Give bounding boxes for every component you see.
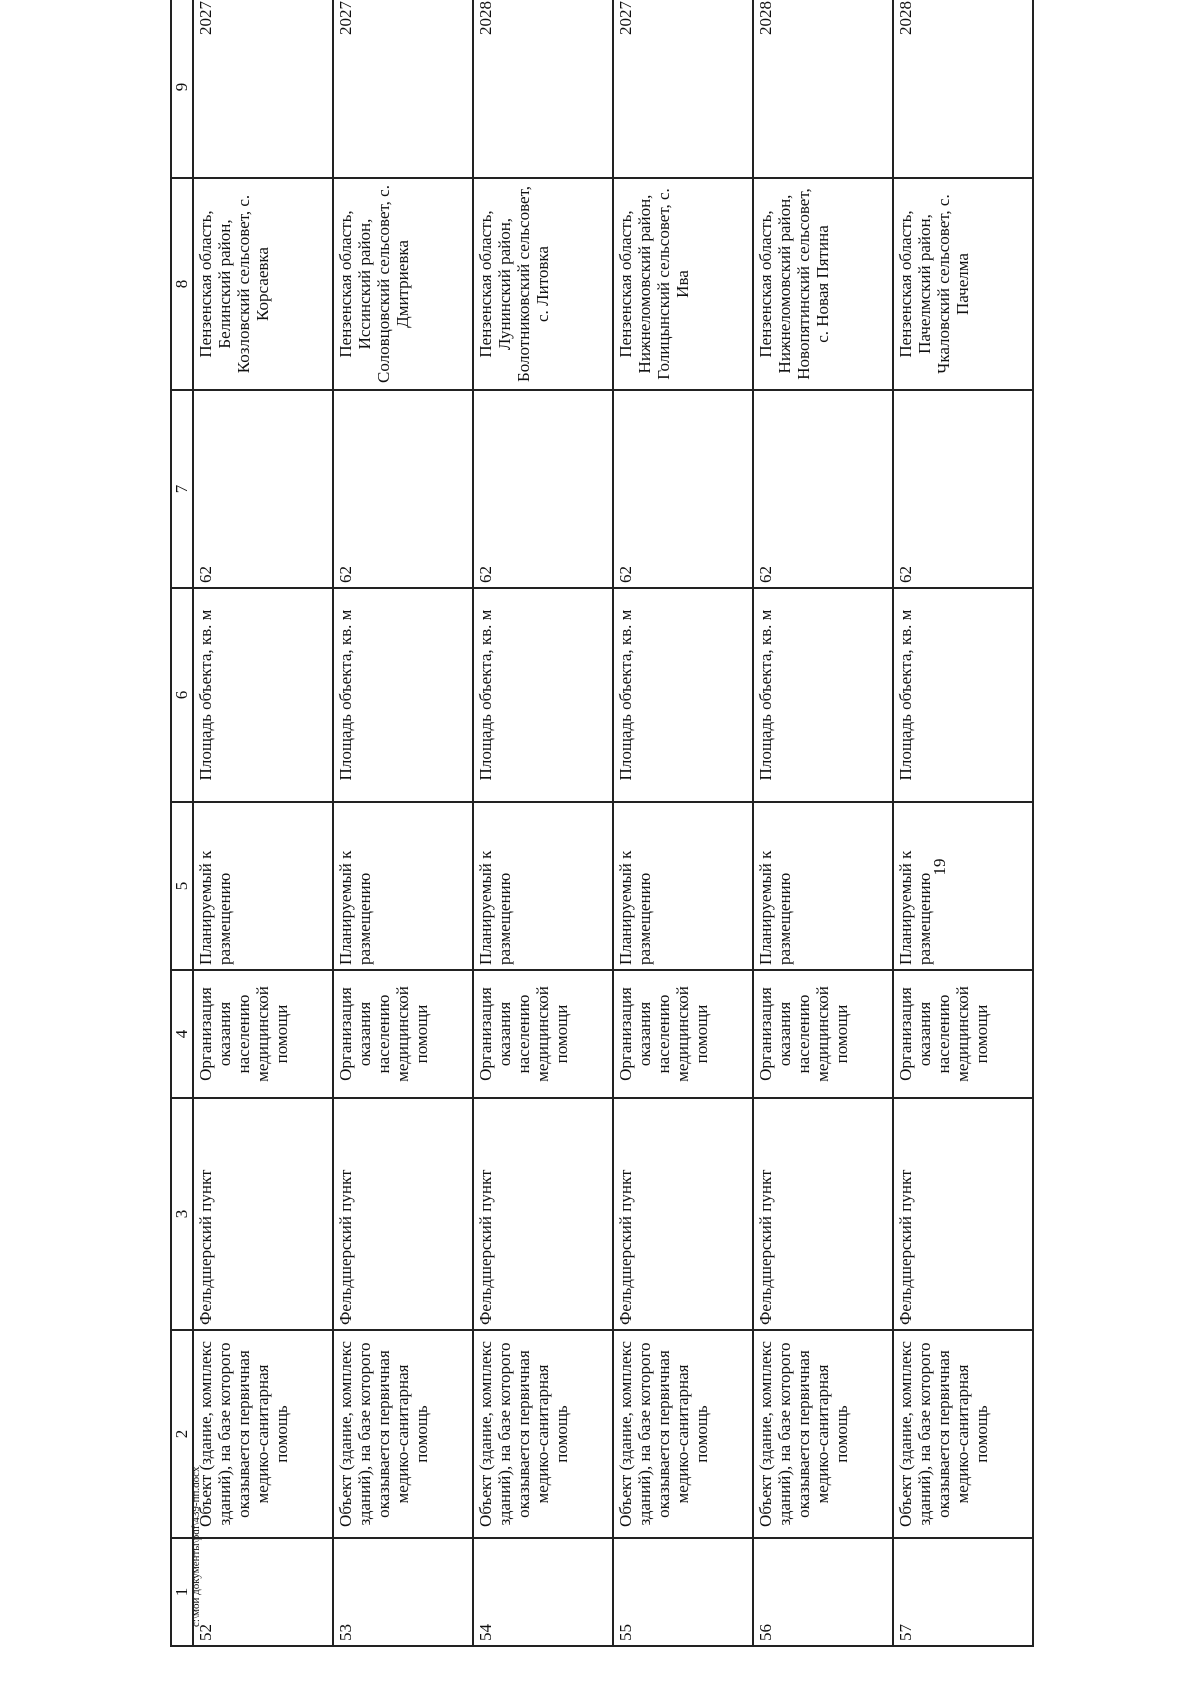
column-number: 8: [171, 178, 193, 390]
characteristic-cell: Площадь объекта, кв. м: [893, 588, 1033, 802]
column-number: 5: [171, 802, 193, 970]
purpose-cell: Организация оказания населению медицинской помощи: [753, 970, 893, 1098]
object-type-cell: Объект (здание, комплекс зданий), на базе которого оказывается первичная медико-санитарная помощь: [753, 1330, 893, 1538]
value-cell: 62: [613, 390, 753, 588]
column-number: 2: [171, 1330, 193, 1538]
object-name-cell: Фельдшерский пункт: [613, 1098, 753, 1330]
value-cell: 62: [333, 390, 473, 588]
object-name-cell: Фельдшерский пункт: [893, 1098, 1033, 1330]
status-cell: Планируемый к размещению: [613, 802, 753, 970]
footer-file-path: c:\мои документы\pdf\439-пп.docx: [190, 1466, 202, 1627]
rotated-landscape-content: [170, 1, 1030, 1692]
page-number: 19: [930, 858, 949, 876]
location-cell: Пензенская область, Нижнеломовский район, Новопятинский сельсовет, с. Новая Пятина: [753, 178, 893, 390]
location-cell: Пензенская область, Белинский район, Козловский сельсовет, с. Корсаевка: [193, 178, 333, 390]
value-cell: 62: [893, 390, 1033, 588]
status-cell: Планируемый к размещению: [753, 802, 893, 970]
object-type-cell: Объект (здание, комплекс зданий), на базе которого оказывается первичная медико-санитарная помощь: [333, 1330, 473, 1538]
year-cell: 2028: [893, 0, 1033, 178]
table-row: [893, 0, 1033, 1646]
value-cell: 62: [753, 390, 893, 588]
location-cell: Пензенская область, Пачелмский район, Чкаловский сельсовет, с. Пачелма: [893, 178, 1033, 390]
characteristic-cell: Площадь объекта, кв. м: [473, 588, 613, 802]
purpose-cell: Организация оказания населению медицинской помощи: [473, 970, 613, 1098]
year-cell: 2027: [193, 0, 333, 178]
purpose-cell: Организация оказания населению медицинской помощи: [333, 970, 473, 1098]
column-number: 1: [171, 1538, 193, 1646]
object-name-cell: Фельдшерский пункт: [193, 1098, 333, 1330]
object-type-cell: Объект (здание, комплекс зданий), на базе которого оказывается первичная медико-санитарная помощь: [613, 1330, 753, 1538]
year-cell: 2027: [333, 0, 473, 178]
status-cell: Планируемый к размещению: [193, 802, 333, 970]
purpose-cell: Организация оказания населению медицинской помощи: [893, 970, 1033, 1098]
column-number: 4: [171, 970, 193, 1098]
table-row: [613, 0, 753, 1646]
column-number: 3: [171, 1098, 193, 1330]
location-cell: Пензенская область, Лунинский район, Болотниковский сельсовет, с. Литовка: [473, 178, 613, 390]
row-number: 55: [613, 1538, 753, 1646]
value-cell: 62: [193, 390, 333, 588]
location-cell: Пензенская область, Иссинский район, Соловцовский сельсовет, с. Дмитриевка: [333, 178, 473, 390]
characteristic-cell: Площадь объекта, кв. м: [753, 588, 893, 802]
table-row: [473, 0, 613, 1646]
row-number: 53: [333, 1538, 473, 1646]
object-name-cell: Фельдшерский пункт: [333, 1098, 473, 1330]
table-row: [193, 0, 333, 1646]
object-name-cell: Фельдшерский пункт: [473, 1098, 613, 1330]
year-cell: 2027: [613, 0, 753, 178]
column-number: 6: [171, 588, 193, 802]
year-cell: 2028: [753, 0, 893, 178]
column-number: 7: [171, 390, 193, 588]
row-number: 57: [893, 1538, 1033, 1646]
characteristic-cell: Площадь объекта, кв. м: [193, 588, 333, 802]
value-cell: 62: [473, 390, 613, 588]
status-cell: Планируемый к размещению: [893, 802, 1033, 970]
row-number: 52: [193, 1538, 333, 1646]
column-number-row: [171, 0, 193, 1646]
table-row: [753, 0, 893, 1646]
year-cell: 2028: [473, 0, 613, 178]
status-cell: Планируемый к размещению: [333, 802, 473, 970]
table-row: [333, 0, 473, 1646]
status-cell: Планируемый к размещению: [473, 802, 613, 970]
object-name-cell: Фельдшерский пункт: [753, 1098, 893, 1330]
row-number: 56: [753, 1538, 893, 1646]
characteristic-cell: Площадь объекта, кв. м: [333, 588, 473, 802]
row-number: 54: [473, 1538, 613, 1646]
objects-table: [170, 0, 1034, 1647]
object-type-cell: Объект (здание, комплекс зданий), на базе которого оказывается первичная медико-санитарная помощь: [473, 1330, 613, 1538]
purpose-cell: Организация оказания населению медицинской помощи: [613, 970, 753, 1098]
object-type-cell: Объект (здание, комплекс зданий), на базе которого оказывается первичная медико-санитарная помощь: [193, 1330, 333, 1538]
characteristic-cell: Площадь объекта, кв. м: [613, 588, 753, 802]
purpose-cell: Организация оказания населению медицинской помощи: [193, 970, 333, 1098]
column-number: 9: [171, 0, 193, 178]
object-type-cell: Объект (здание, комплекс зданий), на базе которого оказывается первичная медико-санитарная помощь: [893, 1330, 1033, 1538]
location-cell: Пензенская область, Нижнеломовский район, Голицынский сельсовет, с. Ива: [613, 178, 753, 390]
